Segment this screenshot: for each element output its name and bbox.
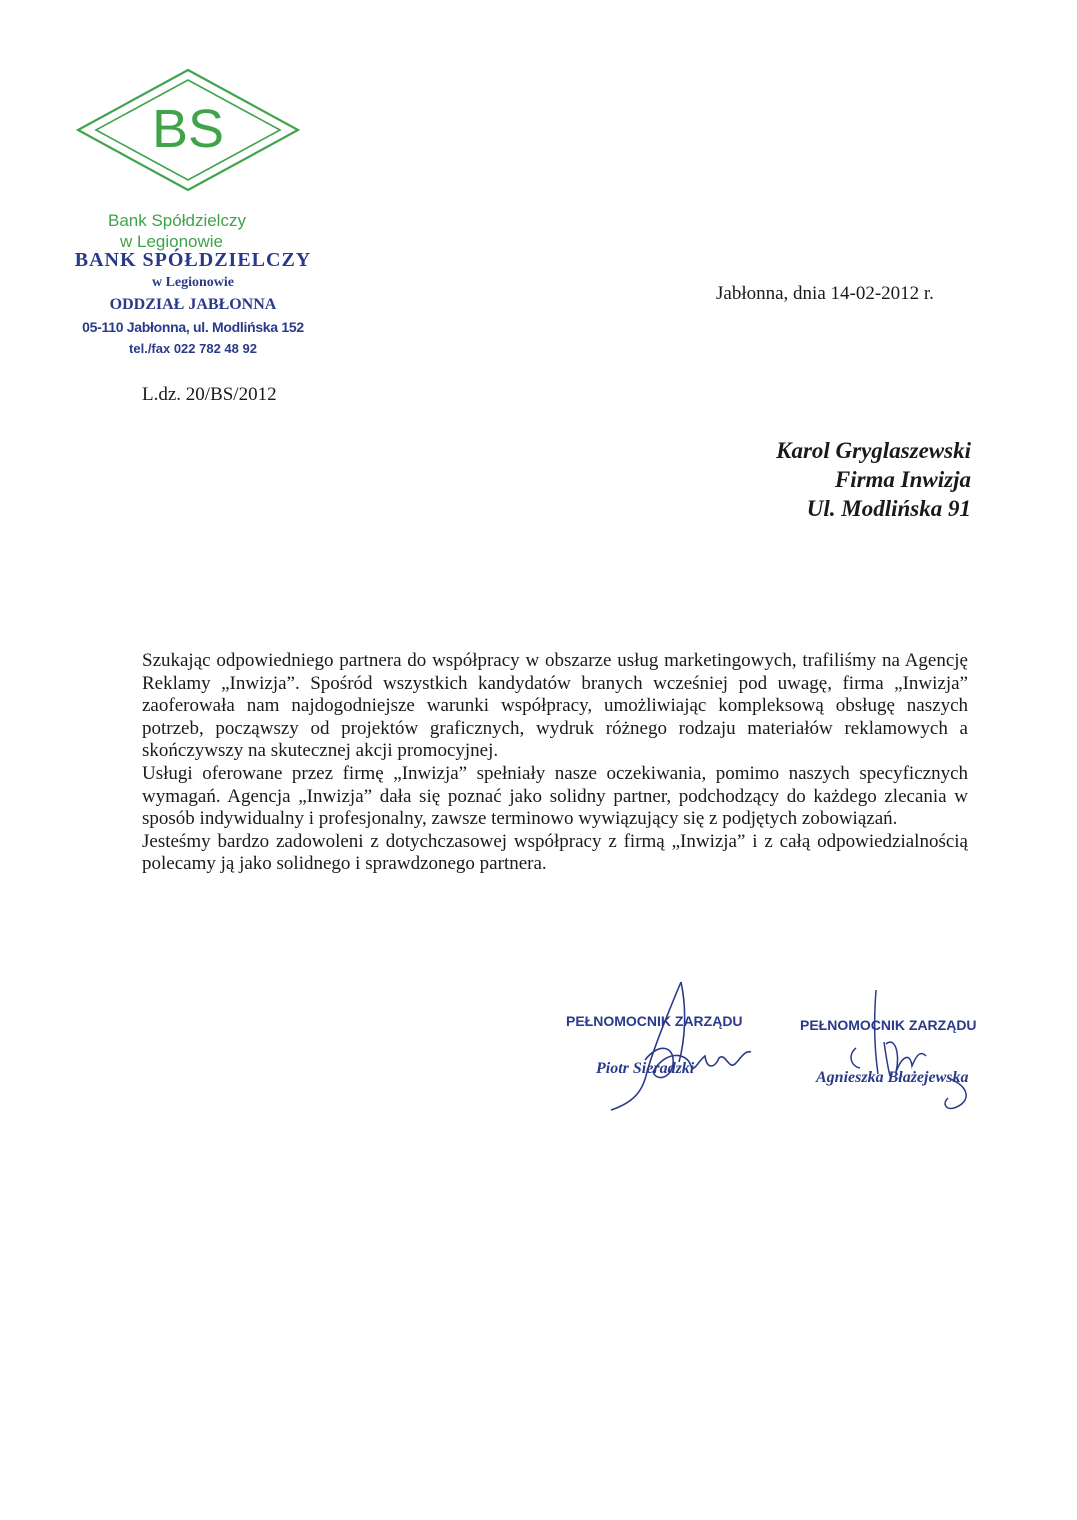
body-paragraph-3: Jesteśmy bardzo zadowoleni z dotychczasowej współpracy z firmą „Inwizja” i z całą odpowiedzialnością polecamy ją jako solidnego i sprawdzonego partnera. [142,830,968,875]
handwritten-signature-1 [595,980,775,1115]
branch-stamp [58,248,328,360]
recipient-block [776,436,971,523]
bank-logo [76,68,300,192]
stamp-city: w Legionowie [151,275,235,290]
logo-text: BS [151,99,225,159]
logo-bank-name-line2: w Legionowie [120,232,224,251]
stamp-address: 05-110 Jabłonna, ul. Modlińska 152 [82,319,304,335]
body-paragraph-1: Szukając odpowiedniego partnera do współpracy w obszarze usług marketingowych, trafiliśmy na Agencję Reklamy „Inwizja”. Spośród wszystkich kandydatów branych wcześniej pod uwagę, firma „Inwizja” zaoferowała nam najdogodniejsze warunki współpracy, umożliwiając kompleksową obsługę naszych potrzeb, począwszy od projektów graficznych, wydruk różnego rodzaju materiałów reklamowych a skończywszy na skutecznej akcji promocyjnej. [142,650,968,762]
logo-bank-name-line1: Bank Spółdzielczy [108,211,246,230]
letter-body [142,650,968,876]
stamp-branch: ODDZIAŁ JABŁONNA [109,296,277,313]
body-paragraph-2: Usługi oferowane przez firmę „Inwizja” spełniały nasze oczekiwania, pomimo naszych specyficznych wymagań. Agencja „Inwizja” dała się poznać jako solidny partner, podchodzący do każdego zlecania w sposób indywidualny i profesjonalny, zawsze terminowo wywiązujący się z podjętych zobowiązań. [142,762,968,830]
stamp-phone: tel./fax 022 782 48 92 [129,341,257,356]
signature-1-title: PEŁNOMOCNIK ZARZĄDU [566,1013,743,1029]
recipient-company: Firma Inwizja [834,467,971,492]
signature-2-title: PEŁNOMOCNIK ZARZĄDU [800,1017,977,1033]
handwritten-signature-2 [830,986,980,1116]
recipient-address: Ul. Modlińska 91 [806,496,971,521]
stamp-bank-name: BANK SPÓŁDZIELCZY [74,249,312,271]
signature-1-name: Piotr Sieradzki [596,1060,695,1077]
signature-2-name: Agnieszka Błażejewska [816,1069,969,1086]
reference-number: L.dz. 20/BS/2012 [142,384,277,405]
recipient-name: Karol Gryglaszewski [776,438,971,463]
date-line: Jabłonna, dnia 14-02-2012 r. [716,283,934,304]
logo-bank-name [108,210,246,252]
